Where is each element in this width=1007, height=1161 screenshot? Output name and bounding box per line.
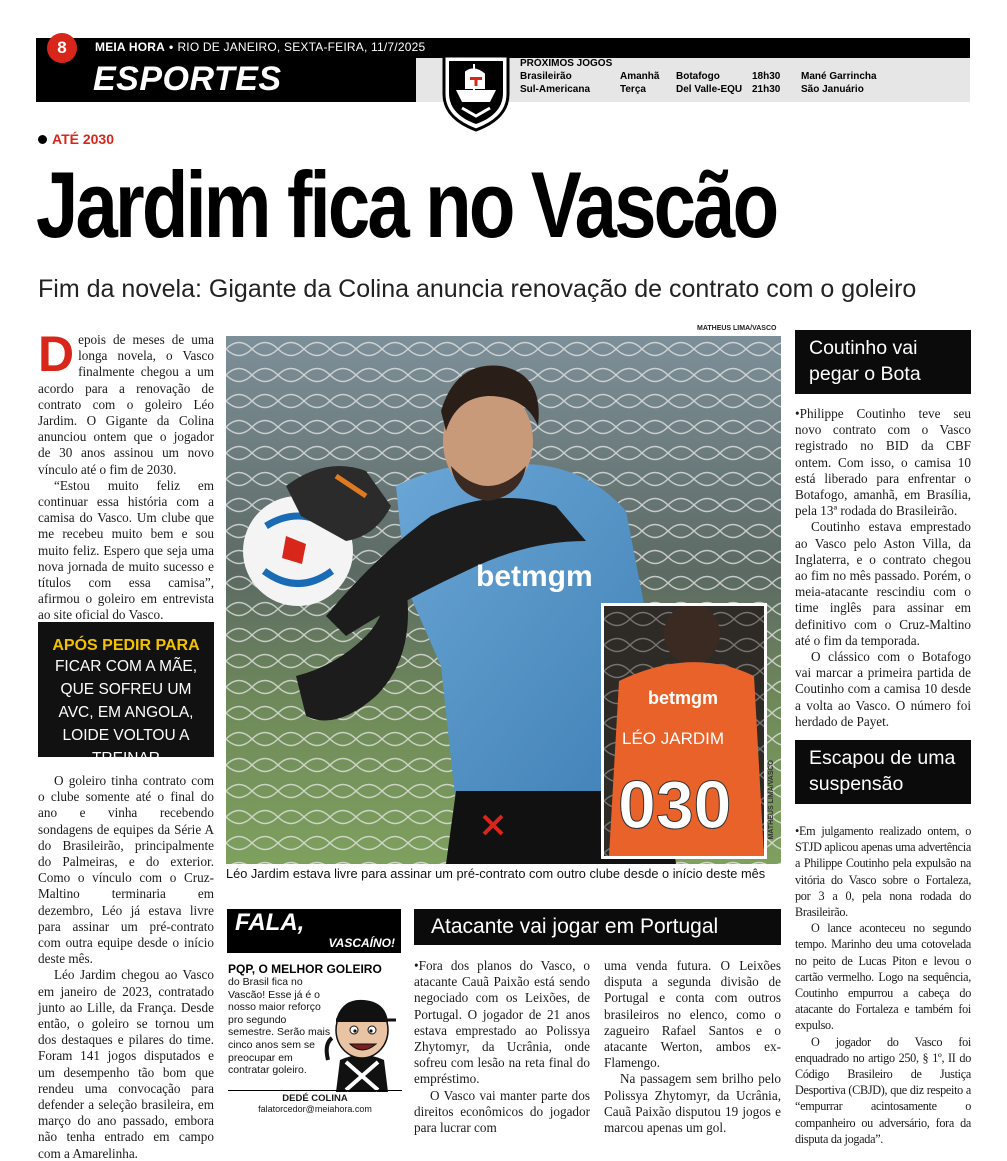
fala-title: FALA, — [235, 909, 305, 936]
photo-caption: Léo Jardim estava livre para assinar um pré-contrato com outro clube desde o início deste mês — [226, 866, 766, 881]
portugal-paragraph: Na passagem sem brilho pelo Polissya Zhytomyr, da Ucrânia, Cauã Paixão disputou 19 jogos e marcou apenas um gol. — [604, 1071, 781, 1136]
photo-credit: MATHEUS LIMA/VASCO — [697, 325, 777, 332]
game-opponent: Botafogo — [676, 71, 720, 82]
callout-body: FICAR COM A MÃE, QUE SOFREU UM AVC, EM ANGOLA, LOIDE VOLTOU A TREINAR — [54, 658, 198, 767]
article-paragraph: Depois de meses de uma longa novela, o Vasco finalmente chegou a um acordo para a renovação de contrato com o goleiro Léo Jardim. O Gigante da Colina anunciou ontem que o jogador de 30 anos assinou um novo vínculo até o fim de 2030. — [38, 326, 214, 477]
game-time: 18h30 — [752, 71, 781, 82]
section-title: ESPORTES — [93, 60, 282, 98]
newspaper-name: MEIA HORA — [95, 40, 166, 54]
game-competition: Brasileirão — [520, 71, 572, 82]
page-number: 8 — [47, 33, 77, 63]
fala-email[interactable]: falatorcedor@meiahora.com — [258, 1104, 372, 1114]
article-column-left-bottom — [38, 773, 214, 1161]
article-column-left-top — [38, 326, 214, 624]
bullet-icon — [38, 135, 47, 144]
subtitle: Fim da novela: Gigante da Colina anuncia renovação de contrato com o goleiro — [38, 275, 917, 303]
sidebar-paragraph: O lance aconteceu no segundo tempo. Marinho deu uma cotovelada no peito de Lucas Piton e levou o cartão vermelho. Logo na sequência, Coutinho empurrou a cabeça do atacante do Fortaleza e também foi expulso. — [795, 921, 971, 1033]
sidebar-paragraph: Coutinho estava emprestado ao Vasco pelo Aston Villa, da Inglaterra, e o contrato chegou ao fim no mês passado. Porém, o meia-atacante rescindiu com o time inglês para assinar em definitivo com o Cruz-Maltino até o fim da temporada. — [795, 519, 971, 648]
fala-title-box — [227, 909, 401, 953]
inset-photo-credit: MATHEUS LIMA/VASCO — [768, 760, 775, 840]
game-when: Amanhã — [620, 71, 660, 82]
game-venue: Mané Garrincha — [801, 71, 877, 82]
fan-mascot-icon — [322, 990, 402, 1092]
game-when: Terça — [620, 84, 646, 95]
fala-subtitle: VASCAÍNO! — [328, 936, 395, 950]
shirt-back-photo-image — [604, 606, 764, 856]
portugal-column-2 — [604, 958, 781, 1136]
portugal-paragraph: uma venda futura. O Leixões disputa a segunda divisão de Portugal e conta com outros brasileiros no elenco, como o zagueiro Rafael Santos e o atacante Werton, ambos ex-Flamengo. — [604, 958, 781, 1071]
dateline: RIO DE JANEIRO, SEXTA-FEIRA, 11/7/2025 — [177, 40, 426, 54]
vasco-crest-icon — [440, 50, 512, 132]
inset-photo — [601, 603, 767, 859]
fala-headline: PQP, O MELHOR GOLEIRO — [228, 962, 382, 976]
article-paragraph: Léo Jardim chegou ao Vasco em janeiro de 2023, contratado junto ao Lille, da França. Desde então, o goleiro se tornou um dos destaques e pilares do time. Foram 141 jogos disputados e um desempenho tão bom que rendeu uma convocação para defender a seleção brasileira, em março do ano passado, embora não tenha entrado em campo com a Amarelinha. — [38, 967, 214, 1161]
next-games-label: PRÓXIMOS JOGOS — [520, 58, 613, 69]
game-time: 21h30 — [752, 84, 781, 95]
sidebar-paragraph: O jogador do Vasco foi enquadrado no artigo 250, § 1º, II do Código Brasileiro de Justiça Desportiva (CBJD), que diz respeito a “empurrar acintosamente o companheiro ou adversário, fora da disputa da jogada”. — [795, 1034, 971, 1146]
fala-author: DEDÉ COLINA — [282, 1093, 348, 1104]
game-row — [520, 71, 880, 85]
shirt-name-text: LÉO JARDIM — [622, 729, 725, 748]
headline: Jardim fica no Vascão — [36, 152, 777, 257]
fala-text: do Brasil fica no Vascão! Esse já é o nosso maior reforço pro segundo semestre. Serão mais cinco anos sem se preocupar em contratar goleiro. — [228, 976, 331, 1077]
portugal-paragraph: O Vasco vai manter parte dos direitos econômicos do jogador para lucrar com — [414, 1087, 590, 1136]
article-paragraph: O goleiro tinha contrato com o clube somente até o final do ano e vinha recebendo sondagens de equipes da Série A do Brasileirão, principalmente do Palmeiras, e do exterior. Como o vínculo com o Cruz-Maltino terminaria em dezembro, Léo já estava livre para assinar um pré-contrato com outra equipe desde o início deste mês. — [38, 773, 214, 967]
sidebar-paragraph: •Em julgamento realizado ontem, o STJD aplicou apenas uma advertência a Philippe Coutinho pela expulsão na vitória do Vasco sobre o Fortaleza, por 3 a 0, pela nona rodada do Brasileirão. — [795, 824, 971, 920]
sidebar-paragraph: •Philippe Coutinho teve seu novo contrato com o Vasco registrado no BID da CBF ontem. Com isso, o camisa 10 está liberado para enfrentar o Botafogo, amanhã, em Brasília, pela 13ª rodada do Brasileirão. — [795, 406, 971, 519]
game-opponent: Del Valle-EQU — [676, 84, 743, 95]
game-venue: São Januário — [801, 84, 864, 95]
portugal-column-1 — [414, 958, 590, 1136]
sidebar-box-title: Escapou de uma suspensão — [795, 740, 971, 804]
article-tag-text: ATÉ 2030 — [52, 131, 114, 147]
fala-signature — [228, 1090, 402, 1114]
sidebar-box-title: Coutinho vai pegar o Bota — [795, 330, 971, 394]
portugal-paragraph: •Fora dos planos do Vasco, o atacante Cauã Paixão está sendo negociado com os Leixões, de Portugal. O jogador de 21 anos estava emprestado ao Polissya Zhytomyr, da Ucrânia, onde sofreu com lesão na reta final do empréstimo. — [414, 958, 590, 1087]
game-row — [520, 84, 880, 98]
portugal-title: Atacante vai jogar em Portugal — [414, 909, 781, 945]
sidebar-column-top — [795, 406, 971, 730]
callout-head: APÓS PEDIR PARA — [52, 637, 200, 654]
shirt-sponsor-text: betmgm — [476, 560, 593, 593]
article-paragraph: “Estou muito feliz em continuar essa história com a camisa do Vasco. Um clube que me recebeu muito bem e sou muito feliz. Espero que seja uma nova jornada de muito sucesso e títulos com essa camisa”, afirmou o goleiro em entrevista ao site oficial do Vasco. — [38, 477, 214, 623]
sidebar-paragraph: O clássico com o Botafogo vai marcar a primeira partida de Coutinho com a camisa 10 desde a volta ao Vasco. O número foi herdado de Payet. — [795, 649, 971, 729]
shirt-number-text: 030 — [618, 767, 732, 843]
game-competition: Sul-Americana — [520, 84, 591, 95]
callout-box — [38, 622, 214, 767]
inset-sponsor-text: betmgm — [648, 688, 719, 708]
article-tag — [38, 131, 114, 147]
dateline-bar: MEIA HORA • RIO DE JANEIRO, SEXTA-FEIRA, 11/7/2025 — [95, 40, 426, 54]
dropcap: D — [38, 326, 75, 382]
sidebar-column-bottom — [795, 823, 971, 1147]
